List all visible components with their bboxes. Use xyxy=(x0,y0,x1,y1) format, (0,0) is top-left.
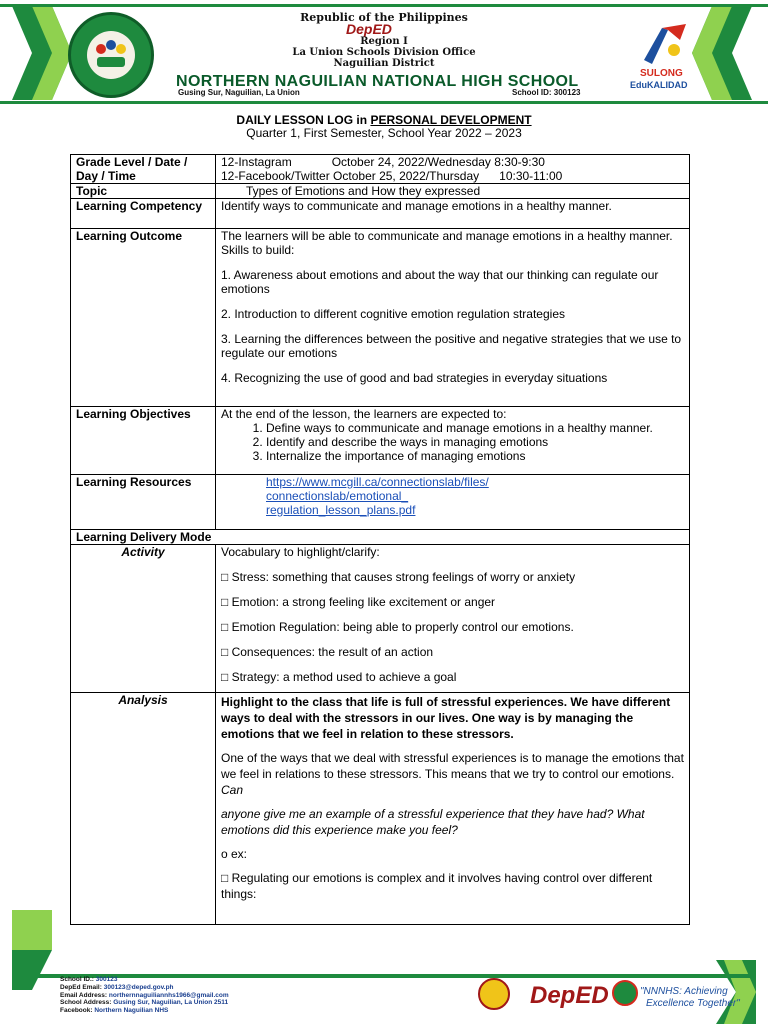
grade-line-1: 12-Instagram October 24, 2022/Wednesday 8:30-9:30 xyxy=(221,155,545,169)
document-subtitle: Quarter 1, First Semester, School Year 2022 – 2023 xyxy=(246,126,522,140)
grade-line-2: 12-Facebook/Twitter October 25, 2022/Thursday 10:30-11:00 xyxy=(221,169,563,183)
footer-school-id xyxy=(60,976,229,984)
title-prefix: DAILY LESSON LOG in xyxy=(236,113,371,127)
footer-school-addr-value: Gusing Sur, Naguilian, La Union 2511 xyxy=(113,999,229,1007)
grade-label: Grade Level / Date / Day / Time xyxy=(71,155,216,184)
analysis-paragraph xyxy=(221,750,684,798)
footer-facebook xyxy=(60,1007,229,1015)
table-row-delivery xyxy=(71,530,690,545)
sulong-edukalidad-logo-icon xyxy=(640,20,690,68)
topic-label: Topic xyxy=(71,184,216,199)
table-row-outcome xyxy=(71,229,690,407)
analysis-note: □ Regulating our emotions is complex and it involves having control over different things: xyxy=(221,871,653,901)
document-title xyxy=(0,113,768,127)
footer-school-address xyxy=(60,999,229,1007)
outcome-item: 2. Introduction to different cognitive emotion regulation strategies xyxy=(221,307,565,321)
competency-label: Learning Competency xyxy=(71,199,216,229)
outcome-item: 1. Awareness about emotions and about the way that our thinking can regulate our emotions xyxy=(221,268,659,296)
table-row-competency xyxy=(71,199,690,229)
objective-item: 2. Identify and describe the ways in managing emotions xyxy=(266,435,684,449)
footer-id-label: School ID.: xyxy=(60,976,96,983)
edukalidad-text: EduKALIDAD xyxy=(630,80,688,90)
analysis-example: o ex: xyxy=(221,847,248,861)
vocabulary-item: □ Consequences: the result of an action xyxy=(221,645,434,659)
footer-id-value: 300123 xyxy=(95,976,118,983)
table-row-grade xyxy=(71,155,690,184)
school-motto xyxy=(640,986,740,1010)
school-name: NORTHERN NAGUILIAN NATIONAL HIGH SCHOOL xyxy=(176,73,579,90)
table-row-objectives xyxy=(71,407,690,475)
resource-link-line-3[interactable]: regulation_lesson_plans.pdf xyxy=(266,503,416,517)
table-row-activity xyxy=(71,545,690,693)
district-line: Naguilian District xyxy=(333,58,435,69)
outcome-skills: Skills to build: xyxy=(221,243,295,257)
objectives-value xyxy=(216,407,690,475)
analysis-paragraph-italic: Can xyxy=(221,783,244,797)
region-line: Region I xyxy=(360,36,408,47)
letterhead xyxy=(0,0,768,108)
analysis-value xyxy=(216,693,690,925)
table-row-resources xyxy=(71,475,690,530)
footer-addr-value[interactable]: northernnaguiliannhs1966@gmail.com xyxy=(108,991,229,999)
outcome-item: 4. Recognizing the use of good and bad strategies in everyday situations xyxy=(221,371,608,385)
activity-value xyxy=(216,545,690,693)
table-row-topic xyxy=(71,184,690,199)
division-seal-icon xyxy=(478,978,510,1010)
footer-email-label: DepEd Email: xyxy=(60,983,104,991)
outcome-item: 3. Learning the differences between the positive and negative strategies that we use to regulate our emotions xyxy=(221,332,682,360)
republic-line: Republic of the Philippines xyxy=(300,11,468,24)
outcome-value xyxy=(216,229,690,407)
division-line: La Union Schools Division Office xyxy=(292,47,476,58)
deped-footer-logo: DepED xyxy=(530,982,609,1009)
resource-link-line-1[interactable]: https://www.mcgill.ca/connectionslab/files/ xyxy=(266,475,489,489)
table-row-analysis xyxy=(71,693,690,925)
delivery-label: Learning Delivery Mode xyxy=(71,530,690,545)
outcome-label: Learning Outcome xyxy=(71,229,216,407)
footer-deped-email xyxy=(60,984,229,992)
deped-header-logo: DepED xyxy=(346,21,392,37)
analysis-highlight: Highlight to the class that life is full of stressful experiences. We have different ways to deal with the stressors in our lives. One way is by managing the emotions that we feel in relation to these stressors. xyxy=(221,695,671,741)
competency-value: Identify ways to communicate and manage emotions in a healthy manner. xyxy=(216,199,690,229)
footer-fb-label: Facebook: xyxy=(60,1007,95,1015)
motto-line-2: Excellence Together" xyxy=(646,998,740,1009)
objectives-label: Learning Objectives xyxy=(71,407,216,475)
objective-item: 3. Internalize the importance of managing emotions xyxy=(266,449,684,463)
header-stripe-top xyxy=(0,4,768,7)
grade-value xyxy=(216,155,690,184)
sulong-text: SULONG xyxy=(640,68,683,79)
objective-item: 1. Define ways to communicate and manage emotions in a healthy manner. xyxy=(266,421,684,435)
header-stripe-bottom xyxy=(0,101,768,104)
footer-addr-label: Email Address: xyxy=(60,991,109,999)
footer-school-addr-label: School Address: xyxy=(60,999,114,1007)
analysis-question: anyone give me an example of a stressful experience that they have had? What emotions did this experience make you feel? xyxy=(221,807,645,837)
objectives-intro: At the end of the lesson, the learners are expected to: xyxy=(221,407,507,421)
objectives-list xyxy=(221,421,684,463)
vocabulary-item: □ Stress: something that causes strong feelings of worry or anxiety xyxy=(221,570,576,584)
footer-email-address xyxy=(60,992,229,1000)
footer-email-value[interactable]: 300123@deped.gov.ph xyxy=(103,983,174,991)
resources-label: Learning Resources xyxy=(71,475,216,530)
outcome-intro: The learners will be able to communicate and manage emotions in a healthy manner. xyxy=(221,229,673,243)
resource-link-line-2[interactable]: connectionslab/emotional_ xyxy=(266,489,409,503)
activity-intro: Vocabulary to highlight/clarify: xyxy=(221,545,380,559)
activity-label: Activity xyxy=(71,545,216,693)
subject-title: PERSONAL DEVELOPMENT xyxy=(370,113,532,127)
vocabulary-item: □ Strategy: a method used to achieve a goal xyxy=(221,670,457,684)
topic-value: Types of Emotions and How they expressed xyxy=(216,184,690,199)
footer-fb-value[interactable]: Northern Naguilian NHS xyxy=(94,1007,169,1015)
vocabulary-item: □ Emotion: a strong feeling like excitement or anger xyxy=(221,595,496,609)
motto-line-1: "NNNHS: Achieving xyxy=(640,986,728,997)
analysis-paragraph-text: One of the ways that we deal with stressful experiences is to manage the emotions that we feel in relations to these stressors. This means that we try to control our emotions. xyxy=(221,751,684,781)
resources-value xyxy=(216,475,690,530)
school-address: Gusing Sur, Naguilian, La Union xyxy=(178,88,300,97)
school-footer-seal-icon xyxy=(612,980,638,1006)
vocabulary-item: □ Emotion Regulation: being able to properly control our emotions. xyxy=(221,620,574,634)
analysis-label: Analysis xyxy=(71,693,216,925)
footer-contact xyxy=(60,976,229,1015)
school-id: School ID: 300123 xyxy=(512,88,581,97)
lesson-log-table xyxy=(70,154,690,925)
